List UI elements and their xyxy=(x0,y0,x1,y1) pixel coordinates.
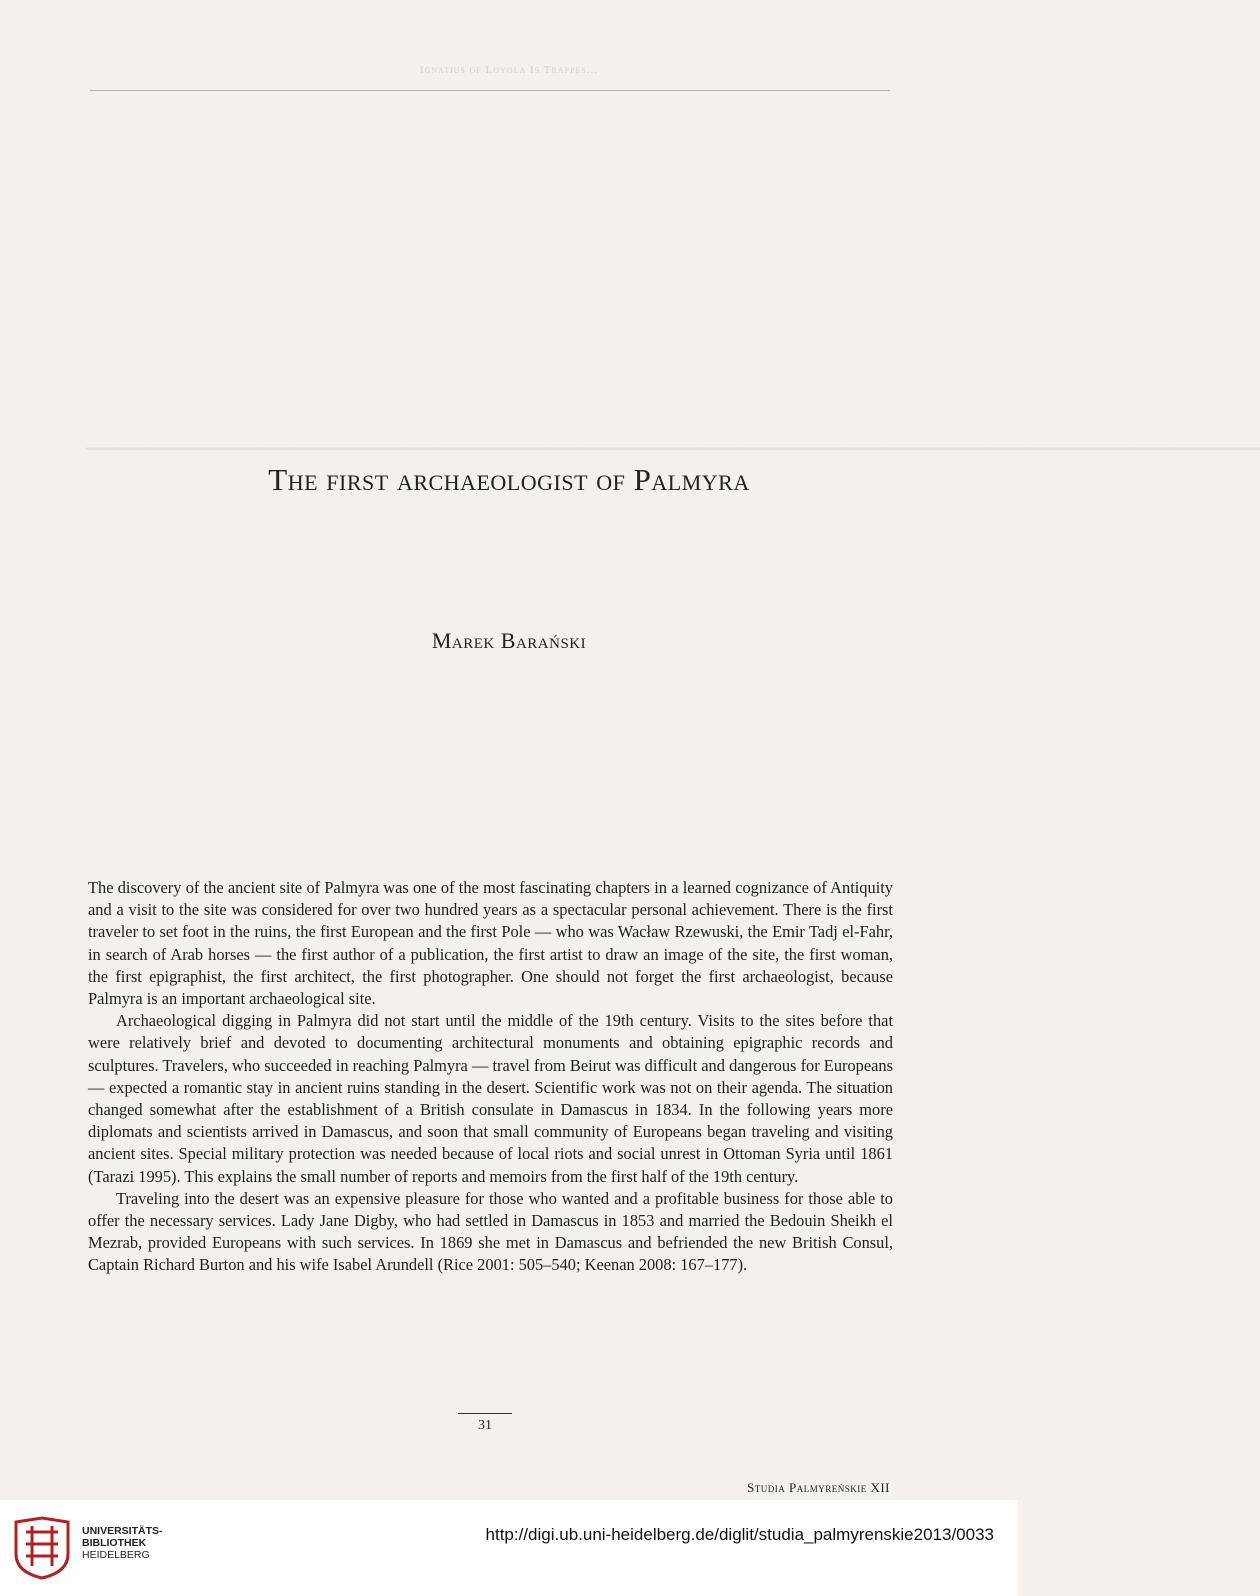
paragraph: Traveling into the desert was an expensive pleasure for those who wanted and a profitable business for those able to offer the necessary services. Lady Jane Digby, who had settled in Damascus in 1853 and married the Bedouin Sheikh el Mezrab, provided Europeans with such services. In 1869 she met in Damascus and befriended the new British Consul, Captain Richard Burton and his wife Isabel Arundell (Rice 2001: 505–540; Keenan 2008: 167–177). xyxy=(88,1188,893,1275)
bleed-through-texture: ━━━━━━━━━━━━━━━━━━━━━━━━━━━━━━━━━━━━━━━━━━━━━━━━━━━━━━━━━━━━━━━━━━━━━━━━━━━━━━━━━━━━━━━━━━━━━━━━━━━━━━━━━━━━━━━━━━━━━━━━━━━━━━━━━━ xyxy=(86,442,1260,458)
university-seal-logo xyxy=(10,1514,74,1582)
page-number: 31 xyxy=(478,1418,492,1433)
library-name-line: BIBLIOTHEK xyxy=(82,1537,147,1549)
library-name-line: HEIDELBERG xyxy=(82,1549,150,1561)
paragraph: Archaeological digging in Palmyra did not start until the middle of the 19th century. Visits to the sites before that were relatively brief and devoted to documenting architectural monuments and obtaining epigraphic records and sculptures. Travelers, who succeeded in reaching Palmyra — travel from Beirut was difficult and dangerous for Europeans — expected a romantic stay in ancient ruins standing in the desert. Scientific work was not on their agenda. The situation changed somewhat after the establishment of a British consulate in Damascus in 1834. In the following years more diplomats and scientists arrived in Damascus, and soon that small community of Europeans began traveling and visiting ancient sites. Special military protection was needed because of local riots and social unrest in Ottoman Syria until 1861 (Tarazi 1995). This explains the small number of reports and memoirs from the first half of the 19th century. xyxy=(88,1011,893,1186)
digital-copy-url[interactable]: http://digi.ub.uni-heidelberg.de/diglit/studia_palmyrenskie2013/0033 xyxy=(485,1525,994,1544)
header-rule xyxy=(90,90,890,91)
library-name-line: UNIVERSITÄTS- xyxy=(82,1525,163,1537)
library-name xyxy=(82,1525,163,1561)
article-author: Marek Barański xyxy=(431,628,587,653)
folio-rule xyxy=(458,1413,512,1414)
running-head: Ignatius of Loyola Is Trappes... xyxy=(419,64,599,76)
journal-title: Studia Palmyreńskie XII xyxy=(747,1480,890,1495)
article-title: The first archaeologist of Palmyra xyxy=(268,462,750,497)
paragraph: The discovery of the ancient site of Palmyra was one of the most fascinating chapters in a learned cognizance of Antiquity and a visit to the site was considered for over two hundred years as a spectacular personal achievement. There is the first traveler to set foot in the ruins, the first European and the first Pole — who was Wacław Rzewuski, the Emir Tadj el-Fahr, in search of Arab horses — the first author of a publication, the first artist to draw an image of the site, the first woman, the first epigraphist, the first architect, the first photographer. One should not forget the first archaeologist, because Palmyra is an important archaeological site. xyxy=(88,878,893,1009)
article-body xyxy=(88,877,893,1277)
